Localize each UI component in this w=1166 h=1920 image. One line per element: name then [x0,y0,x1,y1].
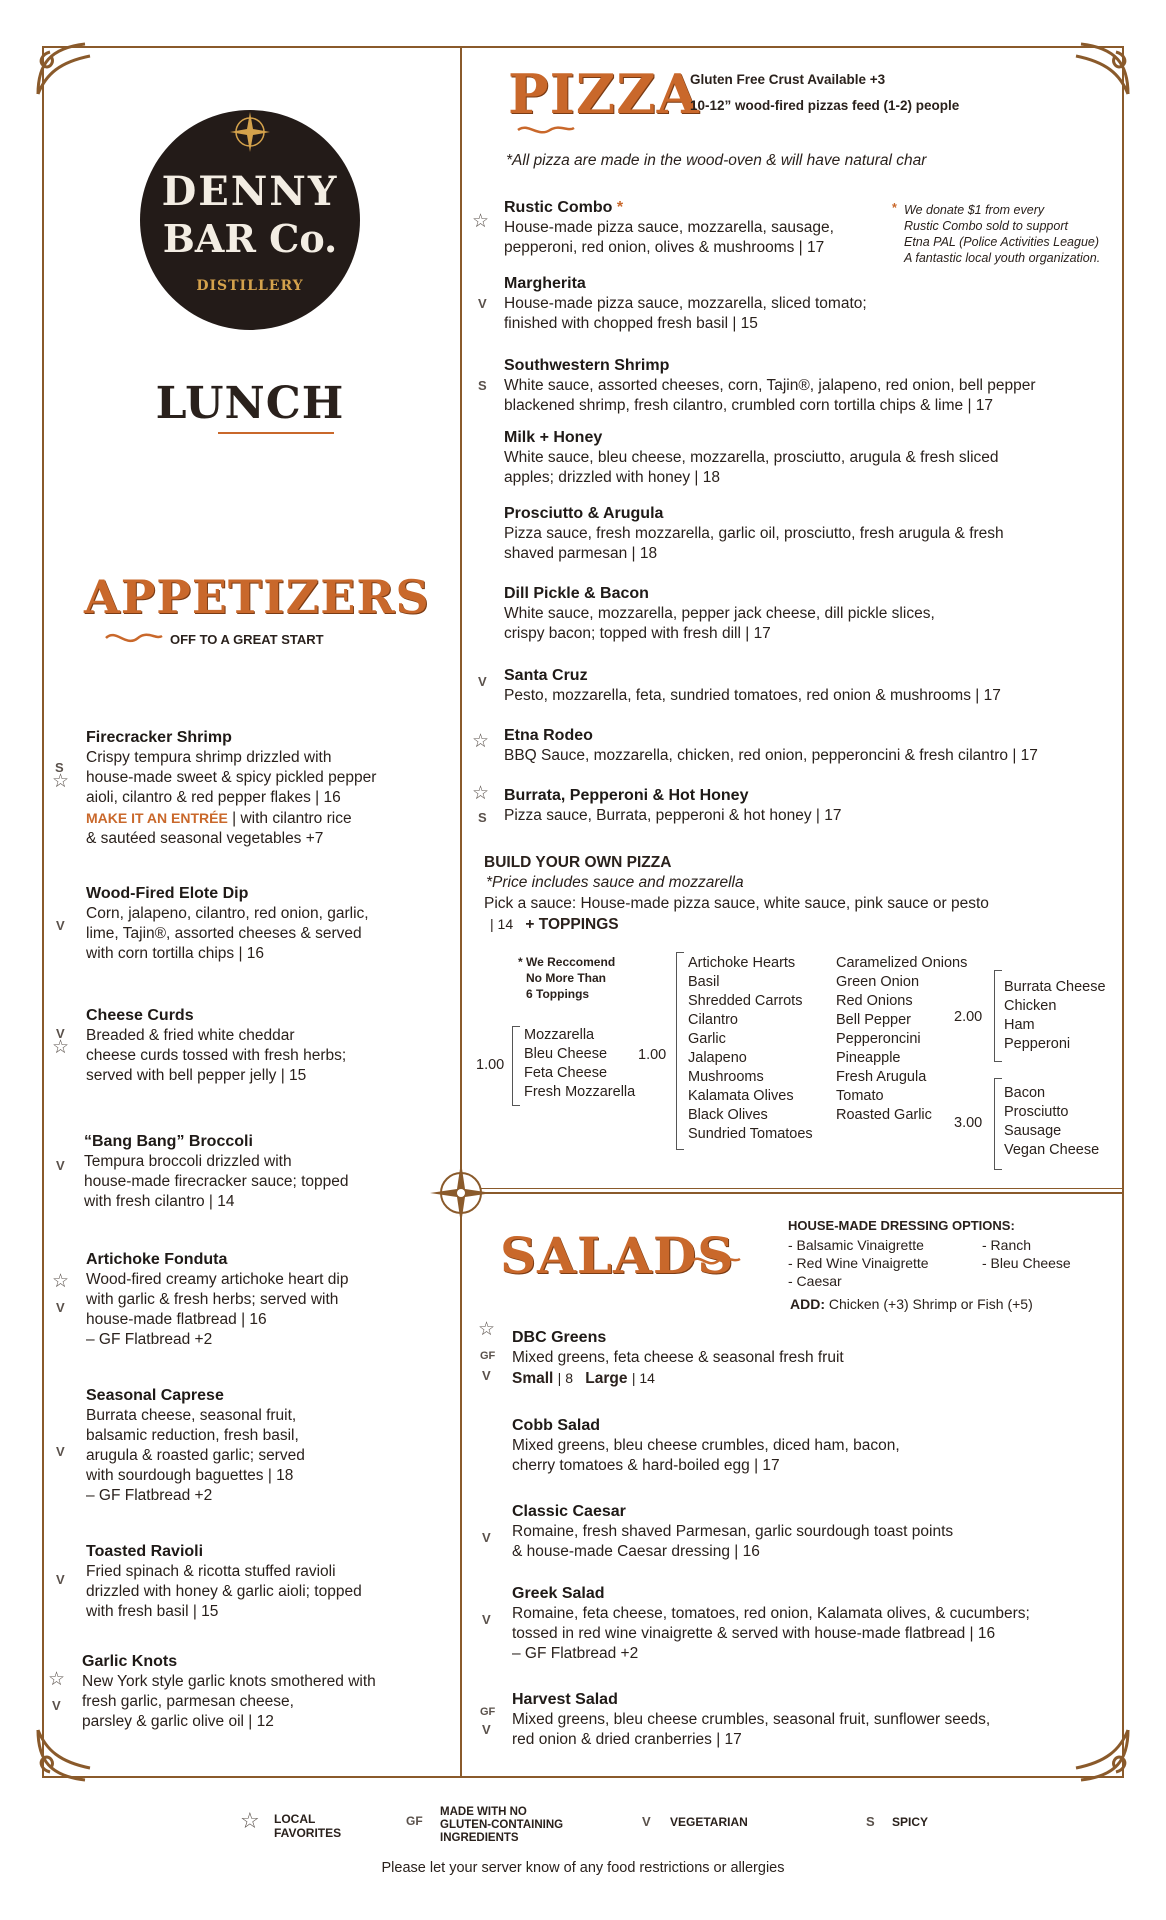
item-desc-line: Breaded & fried white cheddar [86,1027,295,1044]
item-name: Firecracker Shrimp [86,729,232,746]
meat-3-price: 3.00 [954,1115,983,1131]
topping-item: Green Onion [836,974,920,990]
gf-crust-note: Gluten Free Crust Available +3 [690,72,886,87]
item-desc-line: shaved parmesan | 18 [504,545,658,562]
item-desc-line: cherry tomatoes & hard-boiled egg | 17 [512,1457,780,1474]
item-name: DBC Greens [512,1329,607,1346]
dressing-list-2 [982,1236,1071,1272]
legend-spicy-label: SPICY [892,1815,929,1829]
dressing-title: HOUSE-MADE DRESSING OPTIONS: [788,1218,1015,1233]
pizza-santa-cruz [504,666,1001,706]
item-desc-line: Wood-fired creamy artichoke heart dip [86,1271,349,1288]
donation-line: Etna PAL (Police Activities League) [904,235,1100,249]
appetizers-subtitle: OFF TO A GREAT START [170,632,324,647]
vegetarian-symbol: V [56,918,65,933]
topping-item: Fresh Mozzarella [524,1084,636,1100]
logo-line2: BAR Co. [162,216,338,261]
topping-item: Red Onions [836,993,913,1009]
topping-item: Tomato [836,1088,884,1104]
item-name: Greek Salad [512,1585,605,1602]
vegetarian-symbol: V [478,674,487,689]
item-desc-line: cheese curds tossed with fresh herbs; [86,1047,347,1064]
item-desc-line: White sauce, bleu cheese, mozzarella, prosciutto, arugula & fresh sliced [504,449,999,466]
topping-item: Cilantro [688,1012,738,1028]
topping-item: Basil [688,974,720,990]
meat-3-list [1004,1084,1099,1160]
item-name: “Bang Bang” Broccoli [84,1133,253,1150]
item-desc-line: pepperoni, red onion, olives & mushrooms | 17 [504,239,825,256]
item-name: Dill Pickle & Bacon [504,585,649,602]
allergy-footer: Please let your server know of any food restrictions or allergies [381,1860,785,1876]
legend-star-icon: ☆ [240,1808,260,1833]
local-favorite-star-icon: ☆ [48,1669,66,1690]
size-large-label: Large [585,1370,628,1387]
item-desc-line: with garlic & fresh herbs; served with [86,1291,339,1308]
pizza-prosciutto-arugula [504,504,1004,564]
build-base-price: | 14 [490,916,514,932]
topping-item: Burrata Cheese [1004,979,1106,995]
item-desc-line: Fried spinach & ricotta stuffed ravioli [86,1563,336,1580]
veg-list-1 [688,954,813,1144]
item-desc-line: finished with chopped fresh basil | 15 [504,315,758,332]
topping-item: Pepperoncini [836,1031,921,1047]
appetizer-toasted-ravioli [86,1542,362,1622]
legend-v-symbol: V [642,1814,651,1829]
item-desc-line: house-made flatbread | 16 [86,1311,267,1328]
item-desc-line: served with bell pepper jelly | 15 [86,1067,307,1084]
item-desc-line: red onion & dried cranberries | 17 [512,1731,742,1748]
item-desc-line: crispy bacon; topped with fresh dill | 17 [504,625,771,642]
gluten-free-symbol: GF [480,1706,496,1718]
topping-item: Bell Pepper [836,1012,911,1028]
appetizer-firecracker-shrimp [86,728,376,849]
donation-line: A fantastic local youth organization. [904,251,1101,265]
salad-add-ons [790,1296,1033,1312]
item-name: Santa Cruz [504,667,588,684]
item-desc-line: Pizza sauce, Burrata, pepperoni & hot honey | 17 [504,807,842,824]
appetizer-cheese-curds [86,1006,346,1086]
legend [0,1800,1166,1860]
item-desc-line: lime, Tajin®, assorted cheeses & served [86,925,362,942]
salad-cobb [512,1416,900,1476]
topping-item: Kalamata Olives [688,1088,794,1104]
item-desc-line: fresh garlic, parmesan cheese, [82,1693,294,1710]
item-name: Rustic Combo [504,199,613,216]
build-your-own-title: BUILD YOUR OWN PIZZA [484,854,672,871]
item-name: Toasted Ravioli [86,1543,204,1560]
veg-bracket [676,952,684,1150]
add-label: ADD: [790,1296,825,1312]
legend-line: FAVORITES [274,1826,342,1840]
donation-star-icon: * [892,201,897,215]
topping-item: Garlic [688,1031,726,1047]
donation-note [892,201,1101,266]
legend-s-symbol: S [866,1814,875,1829]
gluten-free-symbol: GF [480,1350,496,1362]
recommend-line: * We Reccomend [518,955,616,969]
item-desc-line: blackened shrimp, fresh cilantro, crumbled corn tortilla chips & lime | 17 [504,397,994,414]
topping-item: Caramelized Onions [836,955,968,971]
topping-item: Mozzarella [524,1027,595,1043]
spicy-symbol: S [478,378,487,393]
meat-3-bracket [994,1078,1002,1170]
vegetarian-symbol: V [482,1368,491,1383]
topping-item: Shredded Carrots [688,993,803,1009]
topping-item: Pepperoni [1004,1036,1071,1052]
vegetarian-symbol: V [56,1026,65,1041]
item-name: Seasonal Caprese [86,1387,224,1404]
item-desc-line: with sourdough baguettes | 18 [86,1467,294,1484]
item-desc-line: Corn, jalapeno, cilantro, red onion, garlic, [86,905,369,922]
veg-price: 1.00 [638,1047,667,1063]
local-favorite-star-icon: ☆ [478,1319,496,1340]
lunch-underline [218,432,334,434]
appetizer-bang-bang-broccoli [84,1132,349,1212]
item-name: Harvest Salad [512,1691,618,1708]
pizza-char-note: *All pizza are made in the wood-oven & will have natural char [506,152,927,169]
item-name: Southwestern Shrimp [504,357,670,374]
meat-2-list [1004,978,1106,1054]
asterisk-icon: * [616,199,624,216]
item-desc-line: White sauce, assorted cheeses, corn, Tajin®, jalapeno, red onion, bell pepper [504,377,1036,394]
topping-item: Sausage [1004,1123,1062,1139]
scroll-flourish-icon [104,626,164,650]
item-desc-line: House-made pizza sauce, mozzarella, sliced tomato; [504,295,867,312]
item-name: Wood-Fired Elote Dip [86,885,249,902]
topping-item: Jalapeno [688,1050,747,1066]
legend-vegetarian-label: VEGETARIAN [670,1815,748,1829]
vegetarian-symbol: V [56,1300,65,1315]
item-desc-line: with fresh cilantro | 14 [84,1193,235,1210]
salad-harvest [512,1690,990,1750]
build-sauce-line: Pick a sauce: House-made pizza sauce, white sauce, pink sauce or pesto [484,895,989,912]
add-text: Chicken (+3) Shrimp or Fish (+5) [828,1296,1033,1312]
logo-line3: DISTILLERY [196,278,304,294]
item-desc-line: apples; drizzled with honey | 18 [504,469,720,486]
lunch-title: LUNCH [155,378,345,429]
donation-line: We donate $1 from every [904,203,1045,217]
item-desc-line: & sautéed seasonal vegetables +7 [86,830,324,847]
item-desc-line: arugula & roasted garlic; served [86,1447,305,1464]
pizza-etna-rodeo [504,726,1038,766]
item-name: Classic Caesar [512,1503,626,1520]
item-name: Cobb Salad [512,1417,601,1434]
vegetarian-symbol: V [56,1158,65,1173]
item-desc-line: & house-made Caesar dressing | 16 [512,1543,760,1560]
vegetarian-symbol: V [482,1530,491,1545]
vegetarian-symbol: V [482,1722,491,1737]
build-toppings-label: + TOPPINGS [525,916,619,933]
corner-flourish-icon [1066,34,1136,104]
topping-item: Feta Cheese [524,1065,608,1081]
dressing-option: - Balsamic Vinaigrette [788,1237,924,1253]
topping-item: Pineapple [836,1050,901,1066]
topping-item: Chicken [1004,998,1057,1014]
item-desc-line: Burrata cheese, seasonal fruit, [86,1407,297,1424]
item-desc-line: aioli, cilantro & red pepper flakes | 16 [86,789,341,806]
salad-dbc-greens [512,1328,844,1389]
local-favorite-star-icon: ☆ [52,1271,70,1292]
item-name: Milk + Honey [504,429,603,446]
pizza-size-note: 10-12” wood-fired pizzas feed (1-2) people [690,98,960,113]
corner-flourish-icon [30,34,100,104]
pizza-dill-pickle-bacon [504,584,935,644]
appetizer-seasonal-caprese [86,1386,305,1506]
item-desc-line: Crispy tempura shrimp drizzled with [86,749,332,766]
item-desc-line: house-made sweet & spicy pickled pepper [86,769,377,786]
logo-line1: DENNY [161,168,339,215]
legend-gf-symbol: GF [406,1814,423,1828]
item-desc-line: Romaine, feta cheese, tomatoes, red onion, Kalamata olives, & cucumbers; [512,1605,1030,1622]
item-desc-line: BBQ Sauce, mozzarella, chicken, red onion, pepperoncini & fresh cilantro | 17 [504,747,1038,764]
item-name: Etna Rodeo [504,727,593,744]
vegetarian-symbol: V [478,296,487,311]
salad-greek [512,1584,1030,1664]
dressing-option: - Red Wine Vinaigrette [788,1255,929,1271]
topping-item: Black Olives [688,1107,768,1123]
vegetarian-symbol: V [56,1572,65,1587]
logo [140,110,360,330]
item-desc-line: parsley & garlic olive oil | 12 [82,1713,274,1730]
size-large-price: | 14 [631,1370,655,1386]
spicy-symbol: S [55,760,64,775]
topping-item: Prosciutto [1004,1104,1069,1120]
item-desc-line: tossed in red wine vinaigrette & served with house-made flatbread | 16 [512,1625,996,1642]
compass-rose-icon [428,1160,494,1226]
legend-line: LOCAL [274,1812,316,1826]
local-favorite-star-icon: ☆ [472,211,490,232]
cheese-bracket [512,1026,520,1106]
size-small-label: Small [512,1370,554,1387]
pizza-milk-honey [504,428,999,488]
cheese-list [524,1026,635,1102]
vegetarian-symbol: V [52,1698,61,1713]
item-desc-line: White sauce, mozzarella, pepper jack cheese, dill pickle slices, [504,605,935,622]
pizza-burrata-pepperoni [504,786,842,826]
donation-line: Rustic Combo sold to support [904,219,1068,233]
build-base-price-row [490,914,619,935]
item-name: Cheese Curds [86,1007,194,1024]
pizza-rustic-combo [504,198,834,258]
entree-upgrade-label: MAKE IT AN ENTRÉE [86,810,228,826]
item-desc-line: Romaine, fresh shaved Parmesan, garlic sourdough toast points [512,1523,954,1540]
compass-icon [228,110,272,154]
appetizer-artichoke-fonduta [86,1250,348,1350]
scroll-flourish-icon [516,120,576,140]
meat-2-price: 2.00 [954,1009,983,1025]
local-favorite-star-icon: ☆ [472,783,490,804]
scroll-flourish-icon [690,1250,742,1272]
item-desc-line: Tempura broccoli drizzled with [84,1153,292,1170]
dressing-option: - Ranch [982,1237,1032,1253]
item-name: Margherita [504,275,586,292]
dressing-option: - Bleu Cheese [982,1255,1071,1271]
topping-recommendation [518,954,615,1002]
salads-title: SALADS [500,1226,735,1285]
local-favorite-star-icon: ☆ [52,771,70,792]
item-desc-line: with fresh basil | 15 [86,1603,219,1620]
item-name: Prosciutto & Arugula [504,505,664,522]
item-desc-line: Pesto, mozzarella, feta, sundried tomatoes, red onion & mushrooms | 17 [504,687,1001,704]
recommend-line: No More Than [526,971,606,985]
item-desc-line: House-made pizza sauce, mozzarella, sausage, [504,219,834,236]
pizza-margherita [504,274,867,334]
pizza-title: PIZZA [508,62,700,126]
item-desc-line: – GF Flatbread +2 [86,1487,213,1504]
item-desc-line: Mixed greens, feta cheese & seasonal fresh fruit [512,1349,844,1366]
build-price-note: *Price includes sauce and mozzarella [486,874,744,891]
topping-item: Roasted Garlic [836,1107,932,1123]
topping-item: Artichoke Hearts [688,955,796,971]
item-desc-line: – GF Flatbread +2 [86,1331,213,1348]
item-desc-line: Pizza sauce, fresh mozzarella, garlic oil, prosciutto, fresh arugula & fresh [504,525,1004,542]
dressing-list-1 [788,1236,929,1290]
item-desc-line: Mixed greens, bleu cheese crumbles, diced ham, bacon, [512,1437,900,1454]
item-name: Burrata, Pepperoni & Hot Honey [504,787,749,804]
veg-list-2 [836,954,967,1125]
spicy-symbol: S [478,810,487,825]
legend-line: MADE WITH NO [440,1806,527,1818]
appetizer-garlic-knots [82,1652,376,1732]
topping-item: Fresh Arugula [836,1069,927,1085]
topping-item: Sundried Tomatoes [688,1126,813,1142]
item-desc-line: New York style garlic knots smothered with [82,1673,376,1690]
item-desc-line: with corn tortilla chips | 16 [86,945,265,962]
item-desc-line: Mixed greens, bleu cheese crumbles, seasonal fruit, sunflower seeds, [512,1711,991,1728]
salad-classic-caesar [512,1502,953,1562]
item-desc-line: drizzled with honey & garlic aioli; topped [86,1583,362,1600]
appetizer-elote-dip [86,884,369,964]
pizza-southwestern-shrimp [504,356,1036,416]
local-favorite-star-icon: ☆ [472,731,490,752]
recommend-line: 6 Toppings [526,987,590,1001]
topping-item: Bacon [1004,1085,1046,1101]
local-favorite-star-icon: ☆ [52,1037,70,1058]
legend-gf-label [440,1806,563,1845]
legend-local-label [274,1812,341,1840]
topping-item: Ham [1004,1017,1035,1033]
item-desc-line: balsamic reduction, fresh basil, [86,1427,299,1444]
size-small-price: | 8 [557,1370,573,1386]
topping-item: Mushrooms [688,1069,764,1085]
topping-item: Bleu Cheese [524,1046,608,1062]
cheese-price: 1.00 [476,1057,505,1073]
item-desc-line: – GF Flatbread +2 [512,1645,639,1662]
item-name: Artichoke Fonduta [86,1251,228,1268]
item-desc-line: house-made firecracker sauce; topped [84,1173,349,1190]
topping-item: Vegan Cheese [1004,1142,1100,1158]
legend-line: GLUTEN-CONTAINING [440,1819,564,1831]
vegetarian-symbol: V [482,1612,491,1627]
corner-flourish-icon [1066,1720,1136,1790]
dressing-option: - Caesar [788,1273,842,1289]
meat-2-bracket [994,970,1002,1062]
entree-upgrade-text: | with cilantro rice [227,810,352,827]
legend-line: INGREDIENTS [440,1832,519,1844]
item-name: Garlic Knots [82,1653,178,1670]
appetizers-title: APPETIZERS [84,570,430,624]
vegetarian-symbol: V [56,1444,65,1459]
